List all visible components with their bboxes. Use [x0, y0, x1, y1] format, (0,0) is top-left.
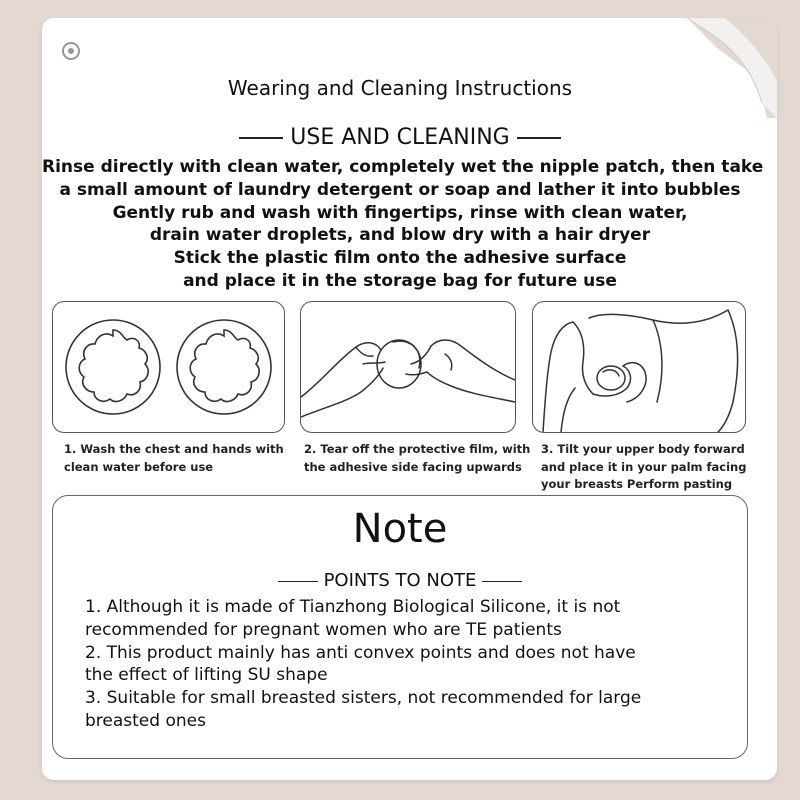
caption-line: 1. Wash the chest and hands with: [64, 442, 284, 456]
step-1-illustration: [52, 301, 285, 433]
caption-line: 2. Tear off the protective film, with: [304, 442, 531, 456]
note-box: [52, 495, 748, 759]
points-heading-text: POINTS TO NOTE: [323, 570, 477, 591]
note-line: recommended for pregnant women who are TE patients: [85, 619, 562, 640]
page-title: Wearing and Cleaning Instructions: [227, 76, 573, 100]
use-cleaning-heading-text: USE AND CLEANING: [290, 125, 510, 150]
caption-line: and place it in your palm facing: [541, 459, 747, 474]
caption-line: the adhesive side facing upwards: [304, 459, 522, 474]
note-points: [85, 596, 735, 733]
heading-rule-right: [517, 137, 561, 139]
caption-line: 3. Tilt your upper body forward: [541, 442, 745, 456]
heading-rule-left: [278, 581, 318, 582]
nipple-patches-icon: [53, 302, 284, 432]
use-cleaning-heading: [42, 125, 758, 150]
step-3-caption: [541, 441, 746, 494]
page-curl-icon: [647, 18, 777, 118]
note-title: Note: [352, 506, 448, 552]
caption-line: your breasts Perform pasting: [541, 477, 733, 491]
description-line: drain water droplets, and blow dry with a hair dryer: [149, 225, 651, 246]
pin-icon: [62, 42, 80, 60]
applying-patch-icon: [533, 302, 745, 432]
description-line: Stick the plastic film onto the adhesive surface: [173, 248, 627, 269]
note-line: 3. Suitable for small breasted sisters, not recommended for large: [85, 688, 642, 709]
step-2-caption: [304, 441, 530, 476]
step-3-illustration: [532, 301, 746, 433]
description-line: a small amount of laundry detergent or soap and lather it into bubbles: [59, 179, 741, 200]
heading-rule-right: [482, 581, 522, 582]
hands-peeling-film-icon: [301, 302, 515, 432]
note-line: breasted ones: [85, 710, 206, 731]
description-line: and place it in the storage bag for future use: [183, 270, 617, 291]
note-line: 1. Although it is made of Tianzhong Biological Silicone, it is not: [85, 597, 621, 617]
note-line: 2. This product mainly has anti convex points and does not have: [85, 642, 636, 663]
description-line: Gently rub and wash with fingertips, rinse with clean water,: [112, 202, 688, 223]
use-cleaning-description: [42, 156, 764, 293]
points-to-note-heading: [53, 570, 747, 591]
step-2-illustration: [300, 301, 516, 433]
note-line: the effect of lifting SU shape: [85, 665, 328, 686]
description-line: Rinse directly with clean water, completely wet the nipple patch, then take: [42, 157, 764, 177]
step-1-caption: [64, 441, 284, 476]
caption-line: clean water before use: [64, 459, 214, 474]
heading-rule-left: [239, 137, 283, 139]
instruction-sheet: [42, 18, 777, 780]
